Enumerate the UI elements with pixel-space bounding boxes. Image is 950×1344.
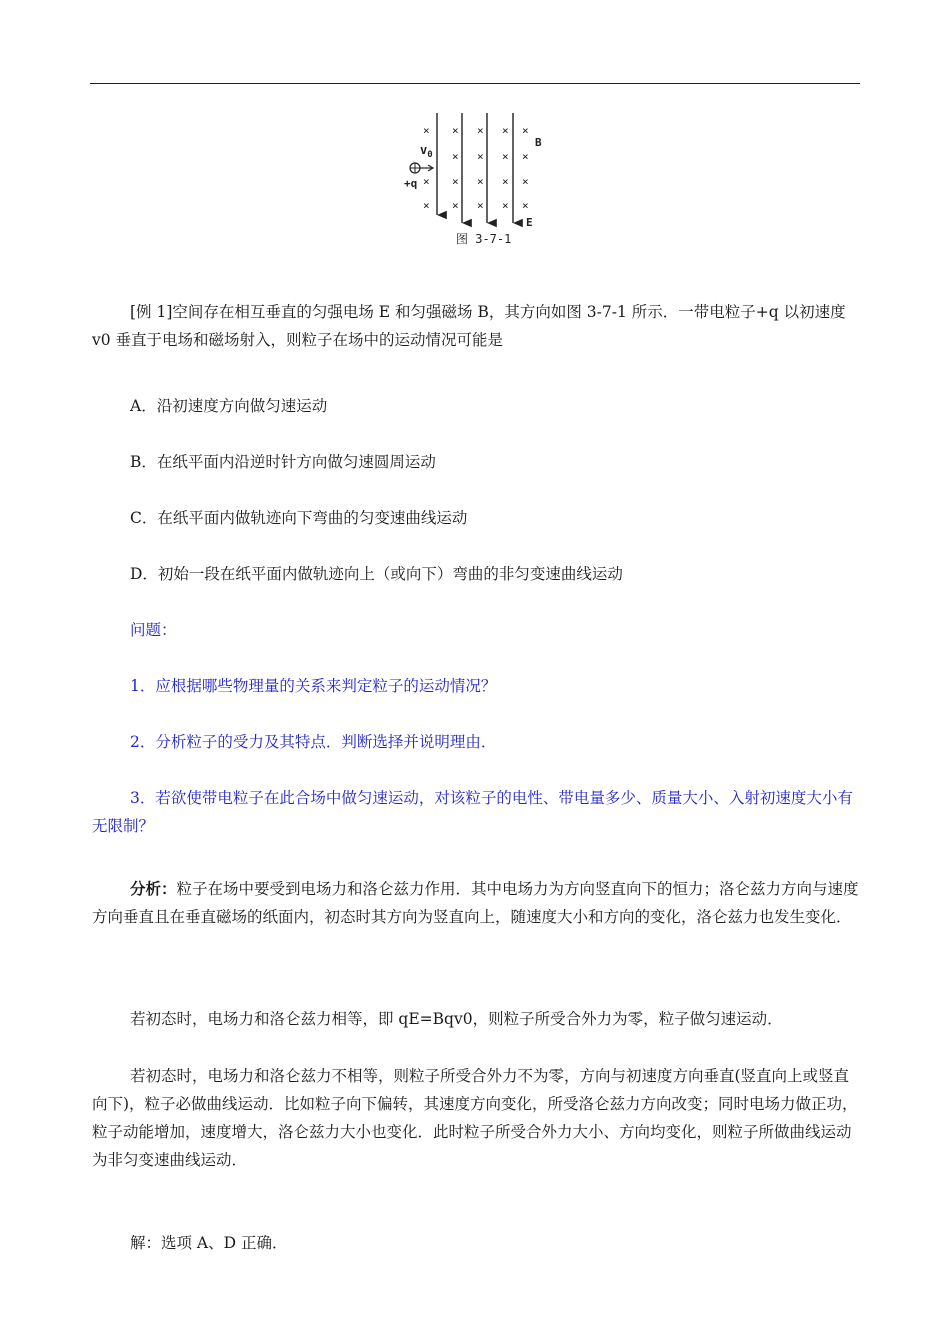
questions-heading: 问题： — [130, 621, 177, 639]
header-rule — [90, 83, 860, 84]
analysis-paragraph-1 — [92, 875, 862, 931]
option-c: C．在纸平面内做轨迹向下弯曲的匀变速曲线运动 — [130, 509, 468, 527]
svg-text:×: × — [452, 199, 459, 212]
svg-text:×: × — [502, 175, 509, 188]
field-diagram — [395, 105, 555, 250]
figure-3-7-1 — [395, 105, 555, 250]
svg-text:×: × — [423, 175, 430, 188]
option-a: A．沿初速度方向做匀速运动 — [130, 397, 328, 415]
analysis-paragraph-3: 若初态时，电场力和洛仑兹力不相等，则粒子所受合外力不为零，方向与初速度方向垂直(竖直向上或竖直向下)，粒子必做曲线运动．比如粒子向下偏转，其速度方向变化，所受洛仑兹力方向改变；同时电场力做正功，粒子动能增加，速度增大，洛仑兹力大小也变化．此时粒子所受合外力大小、方向均变化，则粒子所做曲线运动为非匀变速曲线运动． — [92, 1067, 858, 1169]
question-2: 2．分析粒子的受力及其特点．判断选择并说明理由． — [130, 733, 497, 751]
solution: 解：选项 A、D 正确． — [130, 1234, 288, 1252]
svg-text:×: × — [452, 175, 459, 188]
analysis-paragraph-2: 若初态时，电场力和洛仑兹力相等，即 qE=Bqv0，则粒子所受合外力为零，粒子做匀速运动． — [130, 1010, 783, 1028]
option-b: B．在纸平面内沿逆时针方向做匀速圆周运动 — [130, 453, 436, 471]
svg-text:×: × — [423, 124, 430, 137]
svg-text:×: × — [502, 199, 509, 212]
analysis-label: 分析： — [130, 879, 177, 898]
svg-text:×: × — [477, 199, 484, 212]
label-b: B — [535, 136, 542, 149]
svg-text:×: × — [452, 124, 459, 137]
label-e: E — [526, 216, 533, 229]
svg-text:×: × — [502, 150, 509, 163]
svg-text:×: × — [502, 124, 509, 137]
label-q: +q — [404, 177, 418, 190]
svg-text:×: × — [477, 124, 484, 137]
example-stem: [例 1]空间存在相互垂直的匀强电场 E 和匀强磁场 B，其方向如图 3-7-1 所示．一带电粒子+q 以初速度 v0 垂直于电场和磁场射入，则粒子在场中的运动情况可能是 — [92, 303, 846, 349]
svg-text:×: × — [522, 199, 529, 212]
question-1: 1．应根据哪些物理量的关系来判定粒子的运动情况？ — [130, 677, 497, 695]
label-v0: $v_0$ — [420, 143, 433, 160]
option-d: D．初始一段在纸平面内做轨迹向上（或向下）弯曲的非匀变速曲线运动 — [130, 565, 623, 583]
svg-text:×: × — [522, 175, 529, 188]
svg-text:×: × — [522, 124, 529, 137]
svg-text:×: × — [522, 150, 529, 163]
question-3: 3．若欲使带电粒子在此合场中做匀速运动，对该粒子的电性、带电量多少、质量大小、入射初速度大小有无限制？ — [92, 789, 853, 835]
svg-text:×: × — [423, 199, 430, 212]
svg-text:×: × — [477, 175, 484, 188]
analysis-text-1: 粒子在场中要受到电场力和洛仑兹力作用．其中电场力为方向竖直向下的恒力；洛仑兹力方向与速度方向垂直且在垂直磁场的纸面内，初态时其方向为竖直向上，随速度大小和方向的变化，洛仑兹力也发生变化． — [92, 880, 859, 926]
svg-text:×: × — [477, 150, 484, 163]
figure-caption: 图 3-7-1 — [456, 232, 512, 246]
svg-text:×: × — [452, 150, 459, 163]
